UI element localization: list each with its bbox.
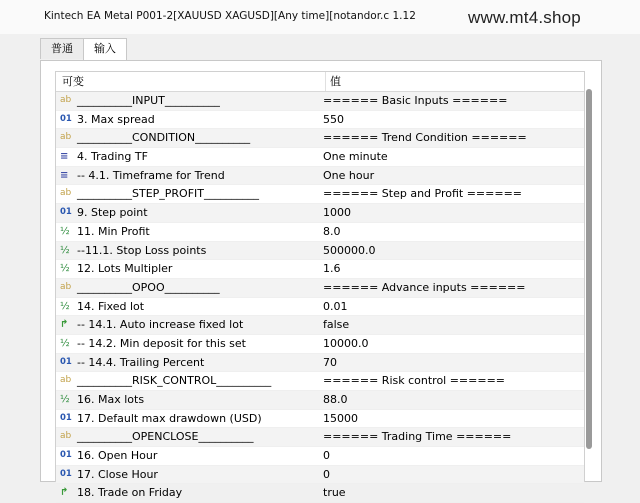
window-title: Kintech EA Metal P001-2[XAUUSD XAGUSD][Any time][notandor.c 1.12 — [44, 10, 416, 22]
watermark: www.mt4.shop — [468, 8, 581, 27]
value-cell[interactable]: 88.0 — [323, 393, 348, 406]
string-type-icon: ab — [60, 132, 72, 143]
variable-name: __________OPOO__________ — [77, 280, 220, 294]
enum-type-icon: ≡ — [60, 151, 69, 163]
value-cell[interactable]: One minute — [323, 150, 388, 164]
variable-cell — [56, 129, 319, 147]
table-row[interactable] — [56, 372, 584, 391]
variable-name: --11.1. Stop Loss points — [77, 243, 207, 257]
integer-type-icon: 01 — [60, 468, 72, 479]
integer-type-icon: 01 — [60, 450, 72, 461]
double-type-icon: ½ — [60, 225, 70, 237]
string-type-icon: ab — [60, 431, 72, 442]
table-body — [56, 92, 584, 503]
value-cell[interactable]: 0 — [323, 467, 330, 481]
table-row[interactable] — [56, 484, 584, 503]
table-header — [56, 72, 584, 92]
variable-cell — [56, 372, 319, 390]
variable-cell — [56, 391, 319, 409]
variable-name: __________OPENCLOSE__________ — [77, 430, 254, 444]
integer-type-icon: 01 — [60, 113, 72, 124]
variable-name: 17. Close Hour — [77, 467, 158, 481]
variable-cell — [56, 185, 319, 203]
integer-type-icon: 01 — [60, 356, 72, 367]
value-cell[interactable]: 550 — [323, 112, 344, 126]
bool-type-icon: ↱ — [60, 487, 69, 499]
value-cell[interactable]: ====== Basic Inputs ====== — [323, 94, 508, 107]
value-cell[interactable]: 15000 — [323, 411, 358, 425]
inputs-table — [55, 71, 585, 500]
variable-name: -- 14.1. Auto increase fixed lot — [77, 318, 244, 332]
variable-name: 9. Step point — [77, 206, 148, 220]
variable-cell — [56, 279, 319, 297]
double-type-icon: ½ — [60, 394, 70, 405]
bool-type-icon: ↱ — [60, 319, 69, 331]
table-row[interactable] — [56, 204, 584, 223]
tab-bar — [40, 38, 126, 60]
table-row[interactable] — [56, 223, 584, 242]
tab-inputs[interactable]: 输入 — [83, 38, 127, 61]
string-type-icon: ab — [60, 375, 72, 386]
double-type-icon: ½ — [60, 263, 70, 275]
enum-type-icon: ≡ — [60, 169, 69, 181]
table-row[interactable] — [56, 279, 584, 298]
inputs-panel — [40, 60, 602, 500]
table-row[interactable] — [56, 354, 584, 373]
variable-cell — [56, 354, 319, 372]
double-type-icon: ½ — [60, 300, 70, 312]
table-row[interactable] — [56, 428, 584, 447]
string-type-icon: ab — [60, 95, 72, 105]
variable-name: 4. Trading TF — [77, 150, 148, 164]
variable-cell — [56, 298, 319, 316]
variable-cell — [56, 447, 319, 465]
integer-type-icon: 01 — [60, 412, 72, 423]
value-cell[interactable]: 10000.0 — [323, 336, 369, 350]
variable-name: 11. Min Profit — [77, 224, 150, 238]
variable-name: 3. Max spread — [77, 112, 155, 126]
variable-name: 17. Default max drawdown (USD) — [77, 411, 262, 425]
column-header-variable[interactable]: 可变 — [56, 72, 326, 91]
table-row[interactable] — [56, 129, 584, 148]
variable-cell — [56, 484, 319, 502]
variable-name: 16. Open Hour — [77, 449, 158, 463]
variable-name: -- 4.1. Timeframe for Trend — [77, 168, 225, 182]
value-cell[interactable]: One hour — [323, 168, 375, 182]
value-cell[interactable]: false — [323, 318, 350, 332]
variable-name: 18. Trade on Friday — [77, 486, 183, 500]
value-cell[interactable]: ====== Trend Condition ====== — [323, 131, 527, 145]
value-cell[interactable]: ====== Risk control ====== — [323, 374, 506, 388]
string-type-icon: ab — [60, 188, 72, 199]
variable-cell — [56, 223, 319, 241]
variable-name: __________CONDITION__________ — [77, 131, 251, 145]
table-row[interactable] — [56, 260, 584, 279]
table-row[interactable] — [56, 316, 584, 335]
variable-name: 12. Lots Multipler — [77, 262, 173, 276]
value-cell[interactable]: true — [323, 486, 346, 500]
vertical-scrollbar[interactable] — [586, 89, 592, 449]
variable-cell — [56, 316, 319, 334]
tab-common[interactable]: 普通 — [40, 38, 84, 59]
variable-name: -- 14.2. Min deposit for this set — [77, 336, 246, 350]
table-row[interactable] — [56, 410, 584, 429]
double-type-icon: ½ — [60, 244, 70, 256]
variable-cell — [56, 92, 319, 110]
variable-name: 14. Fixed lot — [77, 299, 145, 313]
value-cell[interactable]: 1000 — [323, 206, 351, 220]
variable-name: __________STEP_PROFIT__________ — [77, 187, 260, 201]
variable-cell — [56, 167, 319, 185]
variable-cell — [56, 148, 319, 166]
value-cell[interactable]: 1.6 — [323, 262, 341, 276]
table-row[interactable] — [56, 111, 584, 130]
variable-name: 16. Max lots — [77, 393, 145, 406]
variable-cell — [56, 204, 319, 222]
value-cell[interactable]: 8.0 — [323, 224, 341, 238]
variable-cell — [56, 466, 319, 484]
table-row[interactable] — [56, 167, 584, 186]
table-row[interactable] — [56, 242, 584, 261]
value-cell[interactable]: ====== Trading Time ====== — [323, 430, 512, 444]
variable-name: -- 14.4. Trailing Percent — [77, 355, 205, 369]
variable-cell — [56, 260, 319, 278]
table-row[interactable] — [56, 298, 584, 317]
value-cell[interactable]: 0.01 — [323, 299, 348, 313]
table-row[interactable] — [56, 185, 584, 204]
value-cell[interactable]: 70 — [323, 355, 337, 369]
double-type-icon: ½ — [60, 337, 70, 349]
table-row[interactable] — [56, 92, 584, 111]
table-row[interactable] — [56, 335, 584, 354]
window-titlebar — [0, 0, 640, 34]
variable-cell — [56, 428, 319, 446]
value-cell[interactable]: ====== Advance inputs ====== — [323, 280, 526, 294]
table-row[interactable] — [56, 466, 584, 485]
table-row[interactable] — [56, 148, 584, 167]
value-cell[interactable]: ====== Step and Profit ====== — [323, 187, 523, 201]
variable-name: __________RISK_CONTROL__________ — [77, 374, 272, 388]
variable-name: __________INPUT__________ — [77, 94, 220, 107]
variable-cell — [56, 335, 319, 353]
string-type-icon: ab — [60, 281, 72, 292]
value-cell[interactable]: 500000.0 — [323, 243, 376, 257]
integer-type-icon: 01 — [60, 207, 72, 218]
variable-cell — [56, 242, 319, 260]
table-row[interactable] — [56, 391, 584, 410]
table-row[interactable] — [56, 447, 584, 466]
column-header-value[interactable]: 值 — [330, 75, 341, 88]
variable-cell — [56, 410, 319, 428]
value-cell[interactable]: 0 — [323, 449, 330, 463]
variable-cell — [56, 111, 319, 129]
